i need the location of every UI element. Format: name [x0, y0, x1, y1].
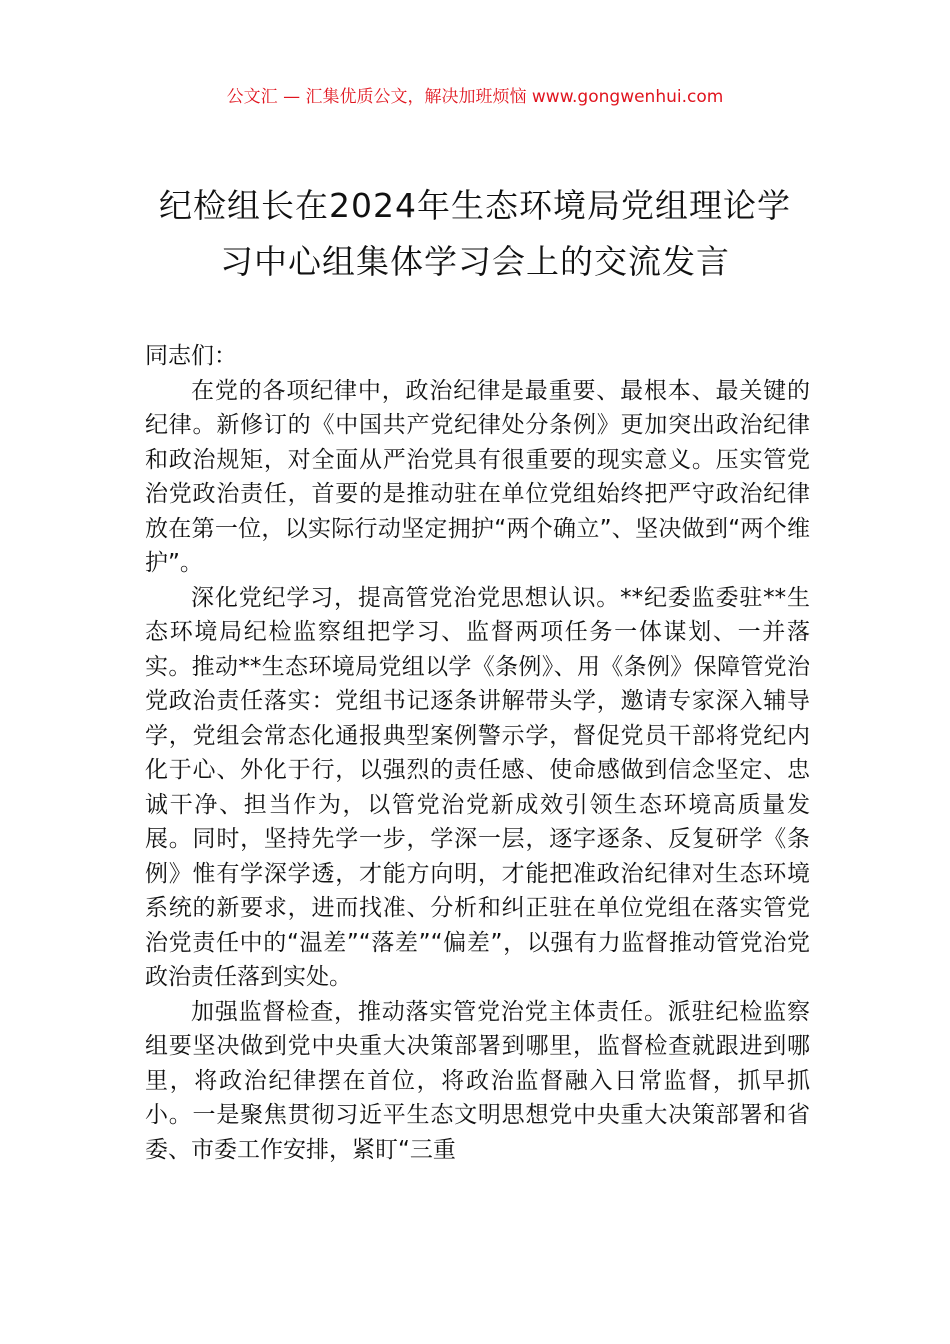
salutation: 同志们：: [145, 343, 237, 369]
document-body: [145, 339, 810, 1167]
title-line-1: 纪检组长在2024年生态环境局党组理论学: [159, 186, 791, 225]
title-line-2: 习中心组集体学习会上的交流发言: [220, 242, 730, 281]
paragraph-2: 深化党纪学习，提高管党治党思想认识。**纪委监委驻**生态环境局纪检监察组把学习、监督两项任务一体谋划、一并落实。推动**生态环境局党组以学《条例》、用《条例》保障管党治党政治责任落实：党组书记逐条讲解带头学，邀请专家深入辅导学，党组会常态化通报典型案例警示学，督促党员干部将党纪内化于心、外化于行，以强烈的责任感、使命感做到信念坚定、忠诚干净、担当作为，以管党治党新成效引领生态环境高质量发展。同时，坚持先学一步，学深一层，逐字逐条、反复研学《条例》惟有学深学透，才能方向明，才能把准政治纪律对生态环境系统的新要求，进而找准、分析和纠正驻在单位党组在落实管党治党责任中的“温差”“落差”“偏差”，以强有力监督推动管党治党政治责任落到实处。: [145, 584, 810, 990]
paragraph-3: 加强监督检查，推动落实管党治党主体责任。派驻纪检监察组要坚决做到党中央重大决策部署到哪里，监督检查就跟进到哪里，将政治纪律摆在首位，将政治监督融入日常监督，抓早抓小。一是聚焦贯彻习近平生态文明思想党中央重大决策部署和省委、市委工作安排，紧盯“三重: [145, 998, 810, 1163]
paragraph-1: 在党的各项纪律中，政治纪律是最重要、最根本、最关键的纪律。新修订的《中国共产党纪律处分条例》更加突出政治纪律和政治规矩，对全面从严治党具有很重要的现实意义。压实管党治党政治责任，首要的是推动驻在单位党组始终把严守政治纪律放在第一位，以实际行动坚定拥护“两个确立”、坚决做到“两个维护”。: [145, 377, 810, 576]
document-title: [120, 178, 830, 290]
header-banner: 公文汇 — 汇集优质公文，解决加班烦恼 www.gongwenhui.com: [226, 87, 724, 107]
